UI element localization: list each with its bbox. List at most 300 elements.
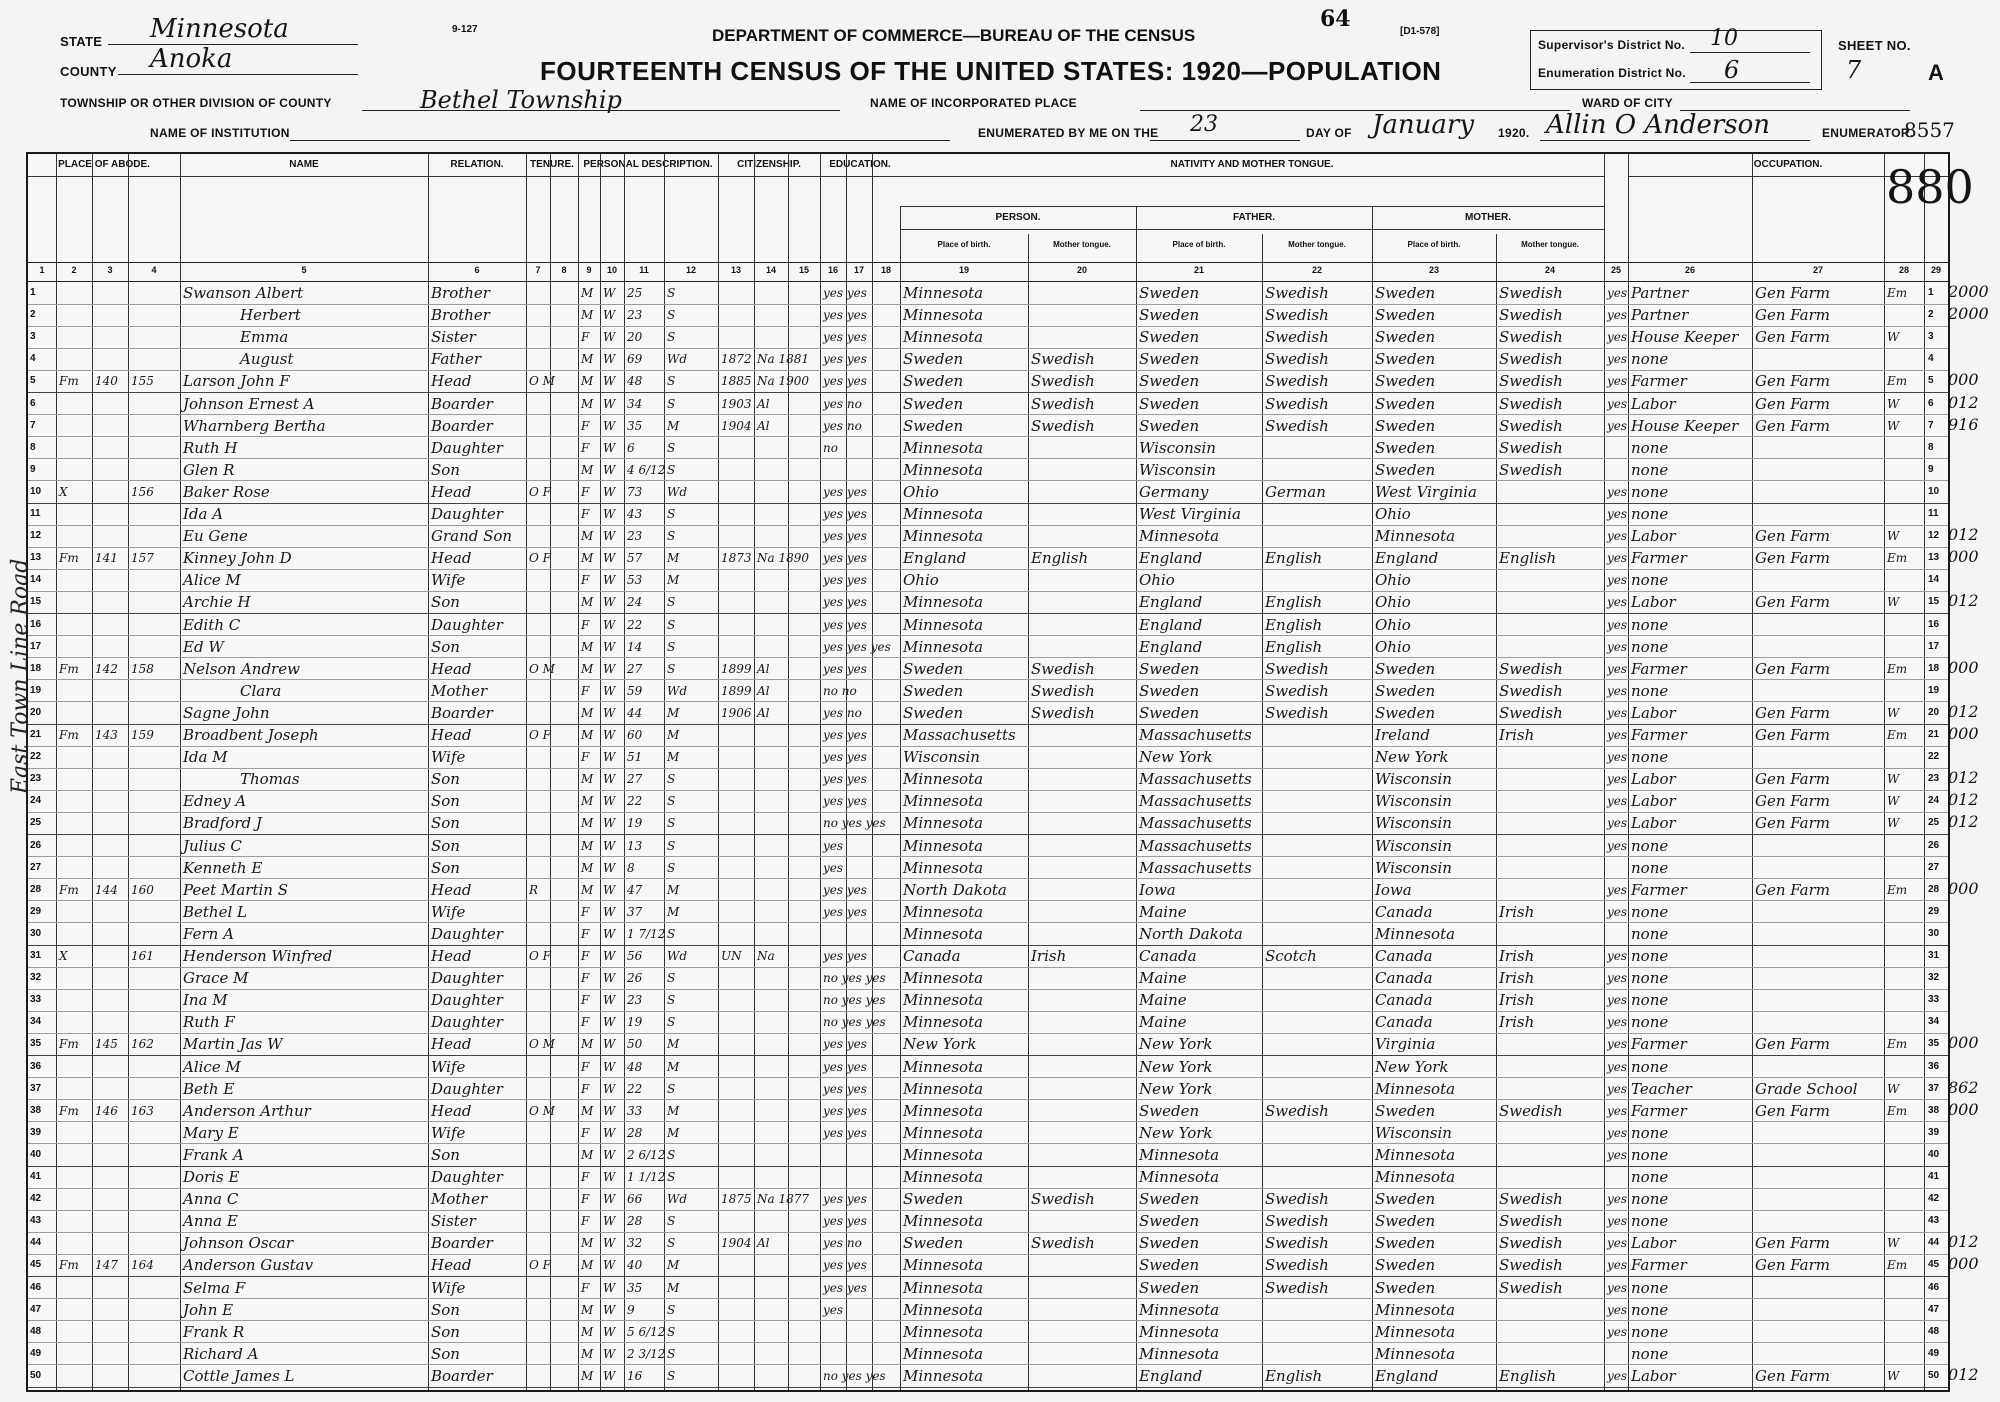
father-tongue: Swedish: [1265, 1256, 1329, 1275]
race: W: [603, 1280, 616, 1295]
immigration-year: [721, 1144, 753, 1165]
age: 14: [627, 639, 643, 654]
marital-status: Wd: [667, 949, 688, 963]
tenure: [529, 525, 549, 546]
industry: [1755, 636, 1883, 657]
education: yes yes: [823, 794, 867, 809]
table-row: [28, 701, 1979, 725]
age: 16: [627, 1368, 643, 1383]
enumerated-label: ENUMERATED BY ME ON THE: [978, 126, 1159, 140]
race: W: [603, 1103, 616, 1118]
industry: Gen Farm: [1755, 1101, 1831, 1120]
tenure: [529, 1056, 549, 1077]
marital-status: Wd: [667, 1192, 688, 1207]
class-of-worker: W: [1887, 816, 1900, 831]
trade: Labor: [1631, 593, 1676, 612]
family-number: [131, 1166, 179, 1187]
father-birthplace: Wisconsin: [1139, 438, 1216, 457]
dwelling-number: [95, 1056, 127, 1077]
class-of-worker: [1887, 569, 1923, 590]
relation: Son: [431, 770, 460, 789]
naturalization: Al: [757, 705, 770, 720]
class-of-worker: [1887, 1056, 1923, 1077]
class-of-worker: [1887, 680, 1923, 701]
home-farm: Fm: [59, 1103, 79, 1118]
speaks-english: yes: [1607, 816, 1628, 831]
sex: M: [581, 1324, 594, 1339]
naturalization: [757, 1277, 821, 1298]
mother-tongue: [1031, 1033, 1135, 1054]
birthplace: Sweden: [903, 416, 964, 435]
industry: Gen Farm: [1755, 1256, 1831, 1275]
mother-tongue-head: Mother tongue.: [1521, 240, 1579, 249]
class-of-worker: W: [1887, 705, 1900, 720]
mother-birthplace: Minnesota: [1375, 1322, 1456, 1341]
class-of-worker: W: [1887, 418, 1900, 433]
class-of-worker: [1887, 1299, 1923, 1320]
class-of-worker: [1887, 503, 1923, 524]
relation: Daughter: [431, 438, 503, 457]
father-tongue: Swedish: [1265, 1190, 1329, 1209]
immigration-year: [721, 1210, 753, 1231]
race: W: [603, 1015, 616, 1030]
class-of-worker: [1887, 348, 1923, 369]
class-of-worker: W: [1887, 529, 1900, 544]
age: 28: [627, 1214, 643, 1229]
class-of-worker: [1887, 857, 1923, 878]
family-number: [131, 1277, 179, 1298]
tenure: [529, 746, 549, 767]
education: yes yes: [823, 595, 867, 610]
mother-birthplace: Sweden: [1375, 438, 1436, 457]
marital-status: M: [667, 1037, 680, 1052]
immigration-year: [721, 525, 753, 546]
industry: [1755, 503, 1883, 524]
age: 47: [627, 882, 643, 897]
table-row: [28, 878, 1979, 902]
family-number: [131, 569, 179, 590]
marital-status: M: [667, 750, 680, 765]
relation: Boarder: [431, 1366, 493, 1385]
speaks-english: yes: [1607, 286, 1628, 300]
home-farm: [59, 1011, 91, 1032]
trade: none: [1631, 1013, 1669, 1032]
dwelling-number: [95, 282, 127, 303]
mother-birthplace: Ohio: [1375, 615, 1411, 634]
education: yes yes: [823, 374, 867, 389]
race: W: [603, 1236, 616, 1251]
immigration-year: [721, 1033, 753, 1054]
relation: Head: [431, 1256, 472, 1275]
table-row: [28, 525, 1979, 548]
table-row: [28, 547, 1979, 570]
mother-birthplace: Ohio: [1375, 571, 1411, 590]
race: W: [603, 750, 616, 765]
relation: Brother: [431, 306, 490, 325]
speaks-english: yes: [1607, 396, 1628, 411]
class-of-worker: W: [1887, 396, 1900, 411]
industry: Grade School: [1755, 1079, 1858, 1098]
row-number-right: 30: [1928, 927, 1940, 939]
immigration-year: [721, 569, 753, 590]
table-row: [28, 1122, 1948, 1145]
mother-tongue: [1031, 1078, 1135, 1099]
relation: Son: [431, 1145, 460, 1164]
tenure: [529, 901, 549, 922]
home-farm: Fm: [59, 551, 79, 566]
birthplace: Sweden: [903, 703, 964, 722]
occupation-code: 012: [1948, 1232, 1979, 1252]
mother-birthplace: Canada: [1375, 1013, 1433, 1032]
home-farm: Fm: [59, 661, 79, 676]
sex: F: [581, 1192, 590, 1207]
relation: Brother: [431, 284, 490, 302]
class-of-worker: [1887, 1188, 1923, 1209]
dwelling-number: [95, 967, 127, 988]
father-birthplace: England: [1139, 593, 1203, 612]
occupation-code: 000: [1948, 370, 1979, 390]
person-name: Nelson Andrew: [183, 659, 300, 678]
age: 60: [627, 728, 643, 742]
sex: F: [581, 926, 590, 941]
sex: M: [581, 1037, 594, 1052]
table-row: [28, 414, 1979, 438]
speaks-english: yes: [1607, 728, 1628, 742]
relation: Mother: [431, 681, 488, 700]
industry: [1755, 857, 1883, 878]
column-number: 18: [880, 265, 891, 275]
table-row: [28, 857, 1948, 880]
family-number: [131, 989, 179, 1010]
sex: M: [581, 1346, 594, 1361]
trade: Labor: [1631, 527, 1676, 546]
dwelling-number: [95, 614, 127, 635]
table-row: [28, 1077, 1979, 1101]
marital-status: S: [667, 639, 676, 654]
person-name: John E: [183, 1300, 234, 1319]
dwelling-number: [95, 636, 127, 657]
relation: Daughter: [431, 505, 503, 523]
subhead-father: FATHER.: [1136, 206, 1372, 230]
supervisor-value: 10: [1710, 26, 1738, 51]
class-of-worker: Em: [1887, 1258, 1908, 1273]
sheet-value: 7: [1846, 56, 1862, 84]
mother-birthplace: Minnesota: [1375, 1300, 1456, 1319]
relation: Daughter: [431, 924, 503, 943]
relation: Wife: [431, 571, 466, 590]
table-row: [28, 1343, 1948, 1366]
father-birthplace: England: [1139, 637, 1203, 656]
row-number-right: 40: [1928, 1148, 1940, 1160]
naturalization: [757, 724, 821, 745]
race: W: [603, 330, 616, 345]
birthplace: Minnesota: [903, 1344, 984, 1363]
row-number-right: 9: [1928, 463, 1934, 475]
person-name: Ida M: [183, 748, 228, 767]
row-number-right: 8: [1928, 441, 1934, 453]
race: W: [603, 860, 616, 875]
tenure: [529, 1232, 549, 1253]
column-number: 24: [1544, 265, 1555, 275]
trade: Farmer: [1631, 1035, 1687, 1054]
mother-birthplace: Canada: [1375, 991, 1433, 1010]
family-number: [131, 525, 179, 546]
family-number: [131, 857, 179, 878]
mother-birthplace: Sweden: [1375, 1278, 1436, 1297]
family-number: [131, 1210, 179, 1231]
age: 35: [627, 1280, 643, 1295]
trade: none: [1631, 505, 1669, 523]
tenure: [529, 636, 549, 657]
immigration-year: 1873: [721, 551, 752, 566]
table-row: [28, 1099, 1979, 1123]
class-of-worker: [1887, 1321, 1923, 1342]
mother-tongue: [1031, 1144, 1135, 1165]
race: W: [603, 308, 616, 323]
tenure: [529, 1343, 549, 1364]
row-number-right: 10: [1928, 485, 1940, 497]
person-name: Alice M: [183, 1057, 241, 1076]
industry: [1755, 1299, 1883, 1320]
immigration-year: [721, 459, 753, 480]
tenure: [529, 348, 549, 369]
row-number-right: 38: [1928, 1104, 1940, 1116]
race: W: [603, 1302, 616, 1317]
trade: none: [1631, 1168, 1669, 1186]
enum-district-value: 6: [1724, 56, 1740, 84]
group-occupation: OCCUPATION.: [1628, 154, 1948, 177]
mother-mother-tongue: Swedish: [1499, 1234, 1563, 1253]
home-farm: [59, 393, 91, 414]
family-number: [131, 835, 179, 856]
mother-birthplace: Minnesota: [1375, 527, 1456, 546]
race: W: [603, 1147, 616, 1162]
family-number: [131, 393, 179, 414]
row-number: 3: [30, 331, 36, 343]
person-name: Eu Gene: [183, 527, 248, 546]
father-birthplace: England: [1139, 615, 1203, 634]
sex: M: [581, 529, 594, 544]
education: yes yes: [823, 728, 867, 742]
person-name: Doris E: [183, 1168, 240, 1186]
row-number-right: 46: [1928, 1281, 1940, 1293]
person-name: Ed W: [183, 637, 224, 656]
home-farm: [59, 989, 91, 1010]
trade: none: [1631, 637, 1669, 656]
trade: Farmer: [1631, 549, 1687, 568]
marital-status: S: [667, 772, 676, 787]
home-farm: [59, 857, 91, 878]
row-number: 25: [30, 817, 42, 829]
speaks-english: yes: [1607, 551, 1628, 566]
row-number: 4: [30, 353, 36, 365]
mother-tongue: [1031, 812, 1135, 833]
row-number-right: 3: [1928, 331, 1934, 343]
mother-mother-tongue: Swedish: [1499, 1101, 1563, 1120]
age: 51: [627, 750, 643, 765]
mother-tongue: [1031, 1166, 1135, 1187]
birthplace: Minnesota: [903, 902, 984, 921]
mother-mother-tongue: Swedish: [1499, 328, 1563, 347]
table-row: [28, 1232, 1979, 1255]
naturalization: Al: [757, 418, 770, 433]
birthplace: Minnesota: [903, 460, 984, 479]
family-number: [131, 1011, 179, 1032]
home-farm: [59, 702, 91, 723]
row-number: 32: [30, 972, 42, 984]
relation: Father: [431, 350, 482, 369]
person-name: Mary E: [183, 1123, 239, 1142]
tenure: [529, 967, 549, 988]
sex: M: [581, 1103, 594, 1118]
department-title: DEPARTMENT OF COMMERCE—BUREAU OF THE CENSUS: [712, 26, 1196, 45]
sex: F: [581, 750, 590, 765]
sex: M: [581, 772, 594, 787]
sex: M: [581, 882, 594, 897]
person-name: Beth E: [183, 1079, 235, 1098]
family-number: [131, 348, 179, 369]
family-number: 155: [131, 374, 154, 389]
dwelling-number: [95, 393, 127, 414]
immigration-year: [721, 326, 753, 347]
tenure: [529, 923, 549, 944]
race: W: [603, 926, 616, 941]
mother-mother-tongue: [1499, 879, 1603, 900]
naturalization: [757, 989, 821, 1010]
relation: Son: [431, 858, 460, 877]
education: yes no: [823, 418, 862, 433]
mother-tongue: [1031, 790, 1135, 811]
father-tongue: [1265, 1033, 1371, 1054]
mother-tongue: [1031, 282, 1135, 303]
enumerator-name: Allin O Anderson: [1546, 110, 1771, 140]
day-of-label: DAY OF: [1306, 126, 1352, 140]
industry: [1755, 459, 1883, 480]
row-number: 48: [30, 1325, 42, 1337]
age: 27: [627, 772, 643, 787]
age: 32: [627, 1236, 643, 1251]
speaks-english: yes: [1607, 1037, 1628, 1052]
sex: F: [581, 1214, 590, 1229]
naturalization: [757, 1078, 821, 1099]
occupation-code: 862: [1948, 1077, 1979, 1097]
home-farm: [59, 614, 91, 635]
education: yes yes yes: [823, 639, 891, 654]
person-pob-head: Place of birth.: [937, 240, 991, 249]
mother-tongue: [1031, 437, 1135, 458]
row-number-right: 50: [1928, 1369, 1940, 1381]
row-number: 6: [30, 397, 36, 409]
occupation-code: 012: [1948, 591, 1979, 611]
table-row: [28, 680, 1948, 703]
industry: Gen Farm: [1755, 1035, 1831, 1054]
race: W: [603, 462, 616, 477]
occupation-code: 012: [1948, 701, 1979, 721]
dwelling-number: [95, 459, 127, 480]
tenure: O M: [529, 1103, 555, 1118]
birthplace: Minnesota: [903, 1322, 984, 1341]
naturalization: [757, 879, 821, 900]
father-tongue: [1265, 459, 1371, 480]
education: no yes yes: [823, 816, 886, 831]
birthplace: Sweden: [903, 681, 964, 700]
mother-tongue: Irish: [1031, 947, 1067, 965]
education: yes yes: [823, 507, 867, 521]
sex: F: [581, 330, 590, 345]
mother-mother-tongue: English: [1499, 549, 1557, 568]
mother-birthplace: Ohio: [1375, 593, 1411, 612]
age: 9: [627, 1302, 635, 1317]
mother-mother-tongue: Swedish: [1499, 284, 1563, 302]
row-number-right: 42: [1928, 1193, 1940, 1205]
row-number: 10: [30, 485, 42, 497]
ward-label: WARD OF CITY: [1582, 96, 1673, 110]
column-number: 27: [1812, 265, 1823, 275]
relation: Son: [431, 1344, 460, 1363]
father-birthplace: Sweden: [1139, 1190, 1200, 1209]
marital-status: S: [667, 595, 676, 610]
tenure: [529, 680, 549, 701]
race: W: [603, 904, 616, 919]
race: W: [603, 728, 616, 742]
birthplace: Minnesota: [903, 438, 984, 457]
speaks-english: yes: [1607, 661, 1628, 676]
race: W: [603, 661, 616, 676]
mother-tongue: [1031, 614, 1135, 635]
dwelling-number: [95, 348, 127, 369]
father-tongue: Swedish: [1265, 350, 1329, 369]
occupation-code: 000: [1948, 547, 1979, 567]
naturalization: [757, 636, 821, 657]
tenure: O M: [529, 661, 555, 676]
father-birthplace: Sweden: [1139, 416, 1200, 435]
trade: none: [1631, 748, 1669, 767]
birthplace: Minnesota: [903, 991, 984, 1010]
dwelling-number: [95, 415, 127, 436]
mother-birthplace: Iowa: [1375, 880, 1412, 899]
dwelling-number: [95, 768, 127, 789]
father-birthplace: Minnesota: [1139, 1344, 1220, 1363]
speaks-english: yes: [1607, 352, 1628, 367]
person-name: Ruth F: [183, 1013, 235, 1032]
immigration-year: [721, 614, 753, 635]
mother-mother-tongue: Swedish: [1499, 438, 1563, 457]
age: 5 6/12: [627, 1324, 666, 1339]
person-name: Thomas: [240, 770, 300, 789]
race: W: [603, 1258, 616, 1273]
sex: F: [581, 484, 590, 499]
class-of-worker: [1887, 1166, 1923, 1187]
person-name: Baker Rose: [183, 482, 270, 501]
home-farm: [59, 1210, 91, 1231]
trade: none: [1631, 1212, 1669, 1231]
marital-status: S: [667, 1368, 676, 1383]
race: W: [603, 1059, 616, 1074]
education: [823, 459, 903, 480]
naturalization: [757, 1343, 821, 1364]
education: yes yes: [823, 308, 867, 323]
mother-mother-tongue: [1499, 614, 1603, 635]
row-number: 38: [30, 1104, 42, 1116]
dwelling-number: [95, 1277, 127, 1298]
father-birthplace: England: [1139, 549, 1203, 568]
class-of-worker: [1887, 967, 1923, 988]
birthplace: Ohio: [903, 482, 939, 501]
tenure: [529, 1188, 549, 1209]
mother-mother-tongue: Swedish: [1499, 416, 1563, 435]
age: 23: [627, 529, 643, 544]
person-name: Richard A: [183, 1344, 259, 1363]
